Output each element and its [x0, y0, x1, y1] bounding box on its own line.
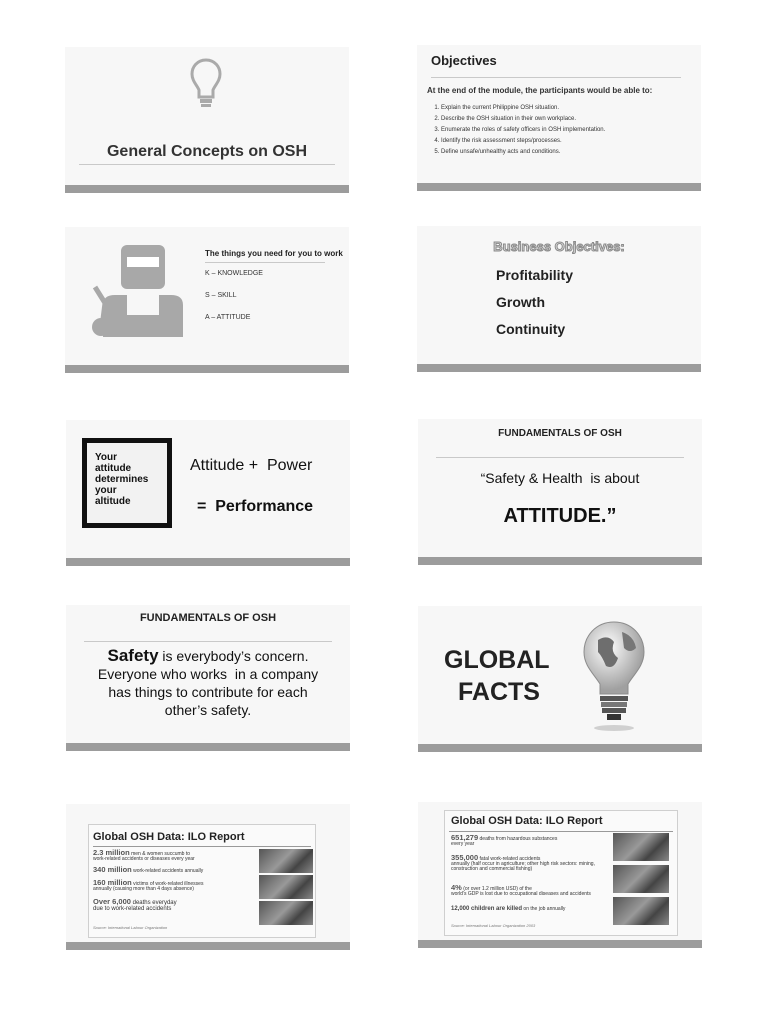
- slide-footer-bar: [65, 185, 349, 193]
- globe-lightbulb-icon: [580, 618, 648, 734]
- slide-title: FUNDAMENTALS OF OSH: [139, 612, 277, 624]
- slide-footer-bar: [417, 183, 701, 191]
- ksa-line: S – SKILL: [205, 292, 237, 299]
- fact-item: [451, 885, 611, 897]
- slide-title: FUNDAMENTALS OF OSH: [498, 428, 622, 439]
- slide-title: The things you need for you to work: [205, 249, 343, 258]
- fact-number: 2.3 million: [93, 848, 130, 857]
- safety-line: has things to contribute for each: [108, 684, 308, 700]
- welder-icon: [83, 243, 193, 343]
- list-item: 5. Define unsafe/unhealthy acts and conditions.: [441, 149, 611, 156]
- fact-item: [451, 835, 611, 847]
- objectives-intro: At the end of the module, the participants would be able to:: [427, 86, 653, 95]
- ilo-slide-content: [444, 810, 678, 936]
- list-item: Profitability: [496, 267, 574, 283]
- list-item: Growth: [496, 294, 545, 310]
- fact-item: [93, 867, 253, 874]
- fact-item: [93, 850, 253, 862]
- poster-line: your: [95, 485, 117, 496]
- source-note: Source: International Labour Organization 2003: [451, 923, 536, 928]
- slide-footer-bar: [418, 940, 702, 948]
- fact-number: 340 million: [93, 865, 132, 874]
- fact-item: [451, 855, 611, 872]
- divider: [436, 457, 684, 458]
- photo-accident-1: [259, 849, 313, 873]
- poster-line: altitude: [95, 496, 131, 507]
- slide-title: Global OSH Data: ILO Report: [93, 831, 245, 843]
- divider: [79, 164, 335, 165]
- slide-ilo-report-2: [418, 802, 702, 948]
- slide-footer-bar: [65, 365, 349, 373]
- slide-attitude-power: [66, 420, 350, 566]
- objectives-list: [427, 105, 611, 160]
- poster-line: determines: [95, 474, 149, 485]
- fact-item: [93, 880, 253, 892]
- fact-text: deaths everyday: [130, 900, 177, 906]
- ksa-line: K – KNOWLEDGE: [205, 270, 263, 277]
- photo-hazard-2: [613, 865, 669, 893]
- safety-bold: Safety: [107, 646, 159, 665]
- fact-text: victims of work-related illnesses: [131, 881, 204, 887]
- fact-subtext: due to work-related accidents: [93, 906, 172, 912]
- source-note: Source: International Labour Organization: [93, 925, 168, 930]
- global-facts-line: GLOBAL: [444, 646, 550, 674]
- fact-number: 160 million: [93, 878, 132, 887]
- divider: [449, 831, 673, 832]
- slide-objectives: [417, 45, 701, 191]
- fact-text: work-related accidents annually: [131, 868, 204, 874]
- fact-number: 355,000: [451, 853, 479, 862]
- list-item: 3. Enumerate the roles of safety officers in OSH implementation.: [441, 127, 611, 134]
- photo-accident-3: [259, 901, 313, 925]
- fact-subtext: annually (half occur in agriculture; other high risk sectors: mining, construction and commercial fishing): [451, 861, 595, 872]
- attitude-poster: [82, 438, 172, 528]
- ilo-slide-content: [88, 824, 316, 938]
- fact-subtext: work-related accidents or diseases every year: [93, 856, 195, 862]
- fact-number: 4%: [451, 883, 462, 892]
- slide-title: Global OSH Data: ILO Report: [451, 815, 603, 827]
- slide-footer-bar: [66, 942, 350, 950]
- slide-footer-bar: [417, 364, 701, 372]
- fact-subtext: world’s GDP is lost due to occupational diseases and accidents: [451, 891, 591, 897]
- global-facts-line: FACTS: [458, 678, 540, 706]
- slide-fundamentals-safety: [66, 605, 350, 751]
- equation-line: = Performance: [197, 498, 314, 515]
- fact-subtext: annually (causing more than 4 days absence): [93, 886, 194, 892]
- fact-text: on the job annually: [522, 906, 566, 912]
- slide-footer-bar: [418, 557, 702, 565]
- poster-line: Your: [95, 452, 118, 463]
- list-item: 2. Describe the OSH situation in their own workplace.: [441, 116, 611, 123]
- slide-footer-bar: [66, 558, 350, 566]
- slide-title: Business Objectives:: [493, 239, 625, 254]
- fact-text: fatal work-related accidents: [478, 856, 541, 862]
- slide-title: General Concepts on OSH: [106, 143, 308, 160]
- divider: [205, 262, 325, 263]
- slide-global-facts: [418, 606, 702, 752]
- fact-number: 651,279: [451, 833, 479, 842]
- divider: [93, 846, 311, 847]
- poster-line: attitude: [95, 463, 132, 474]
- slide-ilo-report-1: [66, 804, 350, 950]
- slide-knowledge-skill-attitude: [65, 227, 349, 373]
- fact-subtext: every year: [451, 841, 475, 847]
- safety-line: Everyone who works in a company: [97, 666, 319, 682]
- photo-hazard-1: [613, 833, 669, 861]
- equation-line: Attitude + Power: [190, 457, 313, 474]
- fact-text: deaths from hazardous substances: [478, 836, 558, 842]
- safety-rest: is everybody’s concern.: [158, 648, 309, 664]
- list-item: Continuity: [496, 321, 566, 337]
- fact-item: [93, 899, 253, 912]
- fact-text: (or over 1.2 million USD) of the: [461, 886, 532, 892]
- quote-line: ATTITUDE.”: [503, 505, 617, 527]
- slide-footer-bar: [66, 743, 350, 751]
- fact-number: Over 6,000: [93, 897, 131, 906]
- safety-statement: [66, 647, 350, 719]
- lightbulb-icon: [189, 57, 223, 109]
- slide-general-concepts: [65, 47, 349, 193]
- divider: [431, 77, 681, 78]
- ksa-line: A – ATTITUDE: [205, 314, 251, 321]
- divider: [84, 641, 332, 642]
- list-item: 4. Identify the risk assessment steps/processes.: [441, 138, 611, 145]
- quote-line: “Safety & Health is about: [480, 470, 640, 486]
- slide-business-objectives: [417, 226, 701, 372]
- fact-number: 12,000 children are killed: [451, 906, 523, 912]
- slide-footer-bar: [418, 744, 702, 752]
- slide-fundamentals-attitude: [418, 419, 702, 565]
- safety-line: other’s safety.: [164, 702, 252, 718]
- photo-hazard-3: [613, 897, 669, 925]
- list-item: 1. Explain the current Philippine OSH situation.: [441, 105, 611, 112]
- photo-accident-2: [259, 875, 313, 899]
- fact-item: [451, 907, 621, 912]
- slide-title: Objectives: [431, 53, 497, 68]
- fact-text: men & women succumb to: [129, 851, 190, 857]
